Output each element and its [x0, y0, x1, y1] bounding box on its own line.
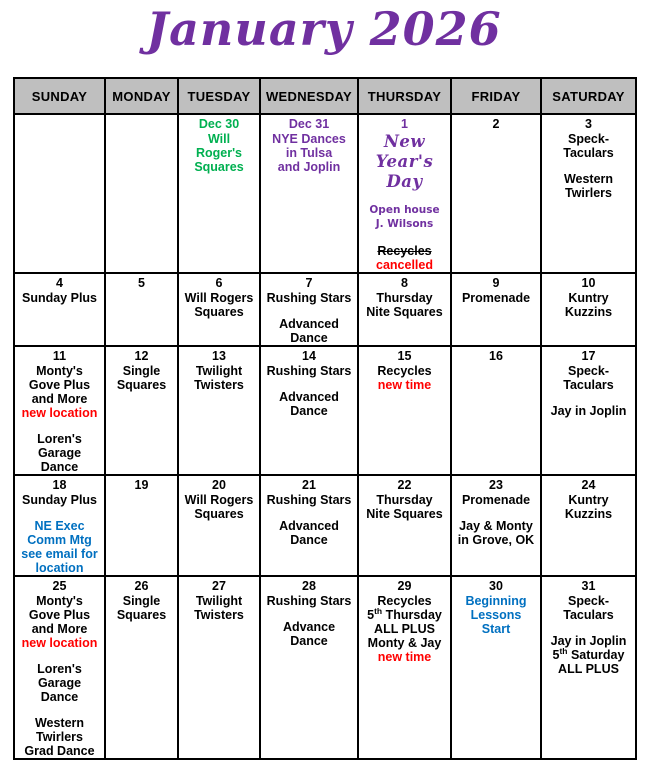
date-label: 23: [489, 478, 503, 492]
event-text: Gove Plus: [28, 378, 91, 392]
day-cell: [541, 273, 636, 346]
date-label: 11: [52, 349, 67, 363]
day-cell: [451, 475, 541, 576]
day-cell: [260, 475, 358, 576]
ordinal-suffix: th: [374, 605, 383, 616]
event-text: Monty's: [36, 364, 83, 378]
spacer: [262, 507, 356, 519]
event-text: Twisters: [194, 378, 244, 392]
calendar-table: [13, 77, 637, 760]
date-label: 18: [52, 478, 67, 492]
event-text: Recycles: [377, 364, 432, 378]
spacer: [262, 378, 356, 390]
date-label: 21: [302, 478, 316, 492]
event-text: Single: [122, 364, 161, 378]
event-text: Nite Squares: [366, 305, 443, 319]
event-text: Speck-: [568, 364, 609, 378]
event-text: Squares: [116, 378, 167, 392]
date-label: 25: [52, 579, 67, 593]
day-cell: [541, 114, 636, 273]
event-text: Start: [481, 622, 511, 636]
event-text: Jay in Joplin: [550, 404, 627, 418]
spacer: [543, 392, 634, 404]
week-row-1: [14, 114, 636, 273]
spacer: [16, 704, 103, 716]
event-text: Western: [34, 716, 85, 730]
week-row-5: [14, 576, 636, 759]
day-cell: [260, 273, 358, 346]
date-label: 9: [492, 276, 500, 290]
event-text: NYE Dances: [272, 132, 346, 146]
event-text: NE Exec: [34, 519, 85, 533]
day-cell: [105, 475, 178, 576]
event-text: Squares: [194, 160, 244, 174]
day-header-row: [14, 78, 636, 114]
event-text: see email for: [21, 547, 98, 561]
date-label: 29: [397, 579, 412, 593]
event-text: 5th Saturday: [552, 645, 625, 662]
date-label: Dec 30: [198, 117, 240, 131]
day-cell: [358, 273, 451, 346]
event-text: Dance: [290, 634, 328, 648]
spacer: [360, 192, 449, 204]
date-label: 24: [581, 478, 596, 492]
day-cell: [178, 475, 260, 576]
event-text: Twirlers: [564, 186, 612, 200]
event-text: Jay & Monty: [459, 519, 533, 533]
day-cell: [178, 114, 260, 273]
event-text: Dance: [290, 404, 328, 418]
day-cell: [451, 576, 541, 759]
ordinal-suffix: th: [559, 645, 568, 656]
spacer: [262, 305, 356, 317]
event-text: Garage: [37, 446, 82, 460]
date-label: 19: [134, 478, 149, 492]
event-text: Rushing Stars: [266, 364, 352, 378]
event-text: J. Wilsons: [375, 218, 434, 230]
day-cell: [260, 576, 358, 759]
event-text: Squares: [194, 507, 244, 521]
event-text: and More: [31, 392, 88, 406]
day-header-thursday: THURSDAY: [358, 78, 451, 114]
date-label: 26: [134, 579, 149, 593]
event-text: Taculars: [563, 146, 614, 160]
event-text: Kuntry: [568, 493, 609, 507]
event-text: Kuzzins: [564, 507, 613, 521]
day-cell: [358, 576, 451, 759]
date-label: 30: [489, 579, 503, 593]
event-text: new location: [21, 406, 98, 420]
event-text: Jay in Joplin: [550, 634, 627, 648]
date-label: 5: [138, 276, 145, 290]
event-text: Promenade: [461, 291, 531, 305]
date-label: 3: [585, 117, 592, 131]
day-cell: [541, 576, 636, 759]
event-text: in Tulsa: [285, 146, 333, 160]
spacer: [543, 622, 634, 634]
event-text: Recycles: [377, 594, 432, 608]
spacer: [16, 650, 103, 662]
day-header-tuesday: TUESDAY: [178, 78, 260, 114]
event-text: Advance: [282, 620, 336, 634]
event-text: Will Rogers: [184, 493, 254, 507]
day-cell: [541, 346, 636, 475]
event-text: Roger's: [195, 146, 243, 160]
date-label: 8: [401, 276, 408, 290]
event-text: Thursday: [376, 291, 433, 305]
event-text: Taculars: [563, 608, 614, 622]
day-cell: [451, 346, 541, 475]
week-row-2: [14, 273, 636, 346]
day-cell: [541, 475, 636, 576]
day-cell: [105, 273, 178, 346]
date-label: 17: [581, 349, 596, 363]
date-label: 27: [212, 579, 226, 593]
event-text: Will: [207, 132, 231, 146]
event-text: ALL PLUS: [374, 622, 435, 636]
event-text: Will Rogers: [184, 291, 254, 305]
date-label: 28: [302, 579, 316, 593]
spacer: [16, 420, 103, 432]
event-text: Garage: [37, 676, 82, 690]
day-cell: [14, 114, 105, 273]
day-header-wednesday: WEDNESDAY: [260, 78, 358, 114]
week-row-3: [14, 346, 636, 475]
day-cell: [260, 346, 358, 475]
event-text: location: [35, 561, 84, 575]
event-text: New: [383, 132, 426, 151]
event-text: Advanced: [279, 317, 339, 331]
day-cell: [105, 346, 178, 475]
day-cell: [178, 346, 260, 475]
event-text: 5th Thursday: [367, 605, 442, 622]
event-text: in Grove, OK: [457, 533, 535, 547]
event-text: Twirlers: [35, 730, 83, 744]
event-text: Open house: [369, 204, 440, 216]
event-text: Squares: [116, 608, 167, 622]
week-row-4: [14, 475, 636, 576]
day-cell: [260, 114, 358, 273]
day-cell: [451, 273, 541, 346]
event-text: Kuzzins: [564, 305, 613, 319]
day-cell: [14, 273, 105, 346]
event-text: Dance: [290, 533, 328, 547]
event-text: ALL PLUS: [558, 662, 619, 676]
day-cell: [14, 475, 105, 576]
day-cell: [358, 346, 451, 475]
day-cell: [451, 114, 541, 273]
date-label: 13: [212, 349, 226, 363]
date-label: 2: [492, 117, 500, 131]
event-text: Recycles: [377, 244, 432, 258]
day-cell: [105, 576, 178, 759]
event-text: Rushing Stars: [266, 291, 352, 305]
event-text: Promenade: [461, 493, 531, 507]
event-text: Single: [122, 594, 161, 608]
date-label: 22: [397, 478, 412, 492]
spacer: [453, 507, 539, 519]
event-text: Year's: [375, 152, 434, 171]
event-text: Nite Squares: [366, 507, 443, 521]
event-text: Loren's: [37, 432, 82, 446]
spacer: [262, 608, 356, 620]
event-text: Rushing Stars: [266, 493, 352, 507]
date-label: 14: [302, 349, 316, 363]
calendar-title: January 2026: [146, 2, 502, 56]
event-text: cancelled: [376, 258, 433, 272]
event-text: and Joplin: [277, 160, 341, 174]
date-label: 20: [212, 478, 226, 492]
event-text: Thursday: [376, 493, 433, 507]
event-text: Dance: [40, 690, 79, 704]
date-label: 31: [581, 579, 596, 593]
event-text: Rushing Stars: [266, 594, 352, 608]
event-text: Advanced: [279, 519, 339, 533]
spacer: [16, 507, 103, 519]
event-text: Beginning: [465, 594, 527, 608]
day-cell: [105, 114, 178, 273]
event-text: Sunday Plus: [21, 291, 98, 305]
event-text: Kuntry: [568, 291, 609, 305]
event-text: Loren's: [37, 662, 82, 676]
event-text: new time: [377, 378, 432, 392]
date-label: Dec 31: [288, 117, 330, 131]
date-label: 16: [489, 349, 503, 363]
date-label: 1: [401, 117, 408, 131]
event-text: Twilight: [195, 594, 243, 608]
event-text: and More: [31, 622, 88, 636]
event-text: Twilight: [195, 364, 243, 378]
date-label: 12: [134, 349, 149, 363]
day-header-monday: MONDAY: [105, 78, 178, 114]
date-label: 4: [56, 276, 63, 290]
spacer: [543, 160, 634, 172]
day-cell: [358, 475, 451, 576]
event-text: Monty's: [36, 594, 83, 608]
day-header-friday: FRIDAY: [451, 78, 541, 114]
event-text: Western: [563, 172, 614, 186]
date-label: 15: [397, 349, 412, 363]
event-text: Monty & Jay: [367, 636, 442, 650]
event-text: Speck-: [568, 132, 609, 146]
event-text: Comm Mtg: [27, 533, 92, 547]
day-cell: [14, 346, 105, 475]
day-cell: [358, 114, 451, 273]
date-label: 10: [581, 276, 596, 290]
day-cell: [178, 273, 260, 346]
event-text: new time: [377, 650, 432, 664]
day-header-saturday: SATURDAY: [541, 78, 636, 114]
spacer: [360, 232, 449, 244]
event-text: Dance: [290, 331, 328, 345]
date-label: 7: [305, 276, 313, 290]
event-text: Sunday Plus: [21, 493, 98, 507]
event-text: Speck-: [568, 594, 609, 608]
event-text: Day: [386, 172, 423, 191]
event-text: Twisters: [194, 608, 244, 622]
event-text: Advanced: [279, 390, 339, 404]
date-label: 6: [215, 276, 223, 290]
event-text: new location: [21, 636, 98, 650]
event-text: Dance: [40, 460, 79, 474]
day-cell: [14, 576, 105, 759]
event-text: Grad Dance: [24, 744, 95, 758]
event-text: Squares: [194, 305, 244, 319]
event-text: Gove Plus: [28, 608, 91, 622]
calendar-body: [14, 114, 636, 759]
event-text: Taculars: [563, 378, 614, 392]
day-header-sunday: SUNDAY: [14, 78, 105, 114]
event-text: Lessons: [470, 608, 522, 622]
day-cell: [178, 576, 260, 759]
